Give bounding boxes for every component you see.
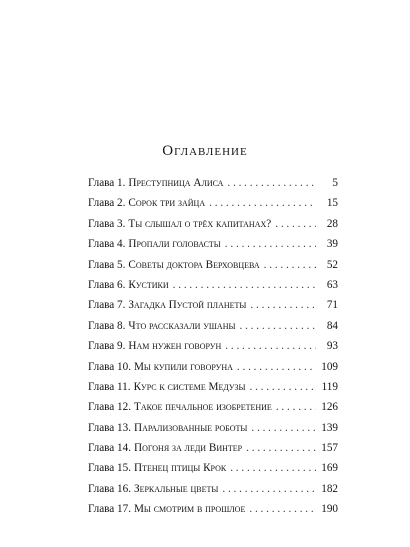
- chapter-word: Глава: [88, 299, 115, 312]
- chapter-number: 16.: [117, 482, 131, 495]
- chapter-page-number: 63: [326, 278, 338, 291]
- toc-entry: [88, 483, 338, 503]
- toc-entry: [88, 320, 338, 340]
- dot-leader: [222, 483, 316, 495]
- chapter-title: Преступница Алиса: [128, 177, 224, 189]
- chapter-number: 14.: [117, 442, 131, 455]
- chapter-title: Погоня за леди Винтер: [133, 442, 243, 455]
- chapter-title: Пропали головасты: [128, 238, 221, 251]
- dot-leader: [251, 422, 316, 434]
- dot-leader: [250, 299, 316, 311]
- chapter-title: Птенец птицы Крок: [133, 462, 227, 475]
- chapter-title: Нам нужен говорун: [128, 340, 222, 353]
- chapter-number: 4.: [117, 238, 126, 251]
- chapter-word: Глава: [88, 421, 115, 434]
- chapter-title: Мы купили говоруна: [133, 360, 233, 373]
- dot-leader: [230, 462, 316, 474]
- chapter-number: 12.: [117, 401, 131, 414]
- chapter-number: 9.: [117, 340, 126, 353]
- dot-leader: [275, 218, 316, 230]
- dot-leader: [237, 361, 316, 373]
- chapter-number: 13.: [117, 421, 131, 434]
- chapter-title: Ты слышал о трёх капитанах?: [128, 217, 272, 230]
- chapter-title: Советы доктора Верховцева: [128, 258, 260, 271]
- chapter-number: 2.: [117, 197, 126, 210]
- chapter-word: Глава: [88, 217, 115, 230]
- chapter-word: Глава: [88, 482, 115, 495]
- toc-entry: [88, 381, 338, 401]
- chapter-title: Загадка Пустой планеты: [128, 299, 247, 312]
- dot-leader: [173, 279, 316, 291]
- toc-entry: [88, 177, 338, 197]
- chapter-page-number: 190: [321, 503, 338, 516]
- toc-list: [88, 177, 338, 524]
- chapter-number: 17.: [117, 503, 131, 516]
- chapter-number: 7.: [117, 299, 126, 312]
- chapter-title: Курс к системе Медузы: [133, 380, 246, 393]
- chapter-page-number: 71: [326, 299, 338, 312]
- chapter-page-number: 109: [321, 360, 338, 373]
- toc-entry: [88, 462, 338, 482]
- dot-leader: [264, 259, 316, 271]
- chapter-word: Глава: [88, 238, 115, 251]
- dot-leader: [225, 238, 316, 250]
- toc-entry: [88, 218, 338, 238]
- chapter-word: Глава: [88, 258, 115, 271]
- dot-leader: [227, 177, 316, 189]
- chapter-page-number: 169: [321, 462, 338, 475]
- chapter-title: Мы смотрим в прошлое: [133, 503, 246, 516]
- toc-entry: [88, 299, 338, 319]
- chapter-title: Сорок три зайца: [128, 197, 206, 210]
- chapter-number: 11.: [117, 380, 131, 393]
- chapter-page-number: 93: [326, 340, 338, 353]
- chapter-title: Такое печальное изобретение: [133, 401, 272, 414]
- chapter-page-number: 182: [321, 482, 338, 495]
- chapter-word: Глава: [88, 503, 115, 516]
- chapter-word: Глава: [88, 197, 115, 210]
- toc-entry: [88, 442, 338, 462]
- chapter-title: Что рассказали ушаны: [128, 319, 236, 332]
- chapter-page-number: 15: [326, 197, 338, 210]
- dot-leader: [276, 401, 316, 413]
- toc-entry: [88, 259, 338, 279]
- chapter-word: Глава: [88, 442, 115, 455]
- chapter-word: Глава: [88, 340, 115, 353]
- chapter-number: 6.: [117, 278, 126, 291]
- toc-entry: [88, 503, 338, 523]
- toc-entry: [88, 197, 338, 217]
- chapter-page-number: 126: [321, 401, 338, 414]
- toc-entry: [88, 238, 338, 258]
- dot-leader: [209, 197, 316, 209]
- chapter-page-number: 28: [326, 217, 338, 230]
- chapter-number: 1.: [117, 177, 126, 189]
- chapter-number: 15.: [117, 462, 131, 475]
- chapter-word: Глава: [88, 278, 115, 291]
- chapter-number: 8.: [117, 319, 126, 332]
- dot-leader: [225, 340, 316, 352]
- chapter-page-number: 157: [321, 442, 338, 455]
- toc-entry: [88, 361, 338, 381]
- chapter-page-number: 52: [326, 258, 338, 271]
- chapter-word: Глава: [88, 319, 115, 332]
- toc-entry: [88, 401, 338, 421]
- dot-leader: [239, 320, 316, 332]
- dot-leader: [249, 503, 316, 515]
- toc-entry: [88, 279, 338, 299]
- dot-leader: [249, 381, 316, 393]
- chapter-number: 5.: [117, 258, 126, 271]
- chapter-title: Парализованные роботы: [133, 421, 248, 434]
- chapter-page-number: 119: [321, 380, 338, 393]
- chapter-page-number: 5: [332, 177, 338, 189]
- chapter-word: Глава: [88, 380, 115, 393]
- chapter-number: 10.: [117, 360, 131, 373]
- toc-entry: [88, 422, 338, 442]
- chapter-page-number: 84: [326, 319, 338, 332]
- toc-title: Оглавление: [162, 143, 248, 159]
- toc-entry: [88, 340, 338, 360]
- chapter-title: Кустики: [128, 278, 169, 291]
- dot-leader: [246, 442, 316, 454]
- chapter-title: Зеркальные цветы: [133, 482, 219, 495]
- chapter-number: 3.: [117, 217, 126, 230]
- chapter-page-number: 139: [321, 421, 338, 434]
- chapter-word: Глава: [88, 177, 115, 189]
- chapter-word: Глава: [88, 360, 115, 373]
- chapter-word: Глава: [88, 401, 115, 414]
- chapter-page-number: 39: [326, 238, 338, 251]
- chapter-word: Глава: [88, 462, 115, 475]
